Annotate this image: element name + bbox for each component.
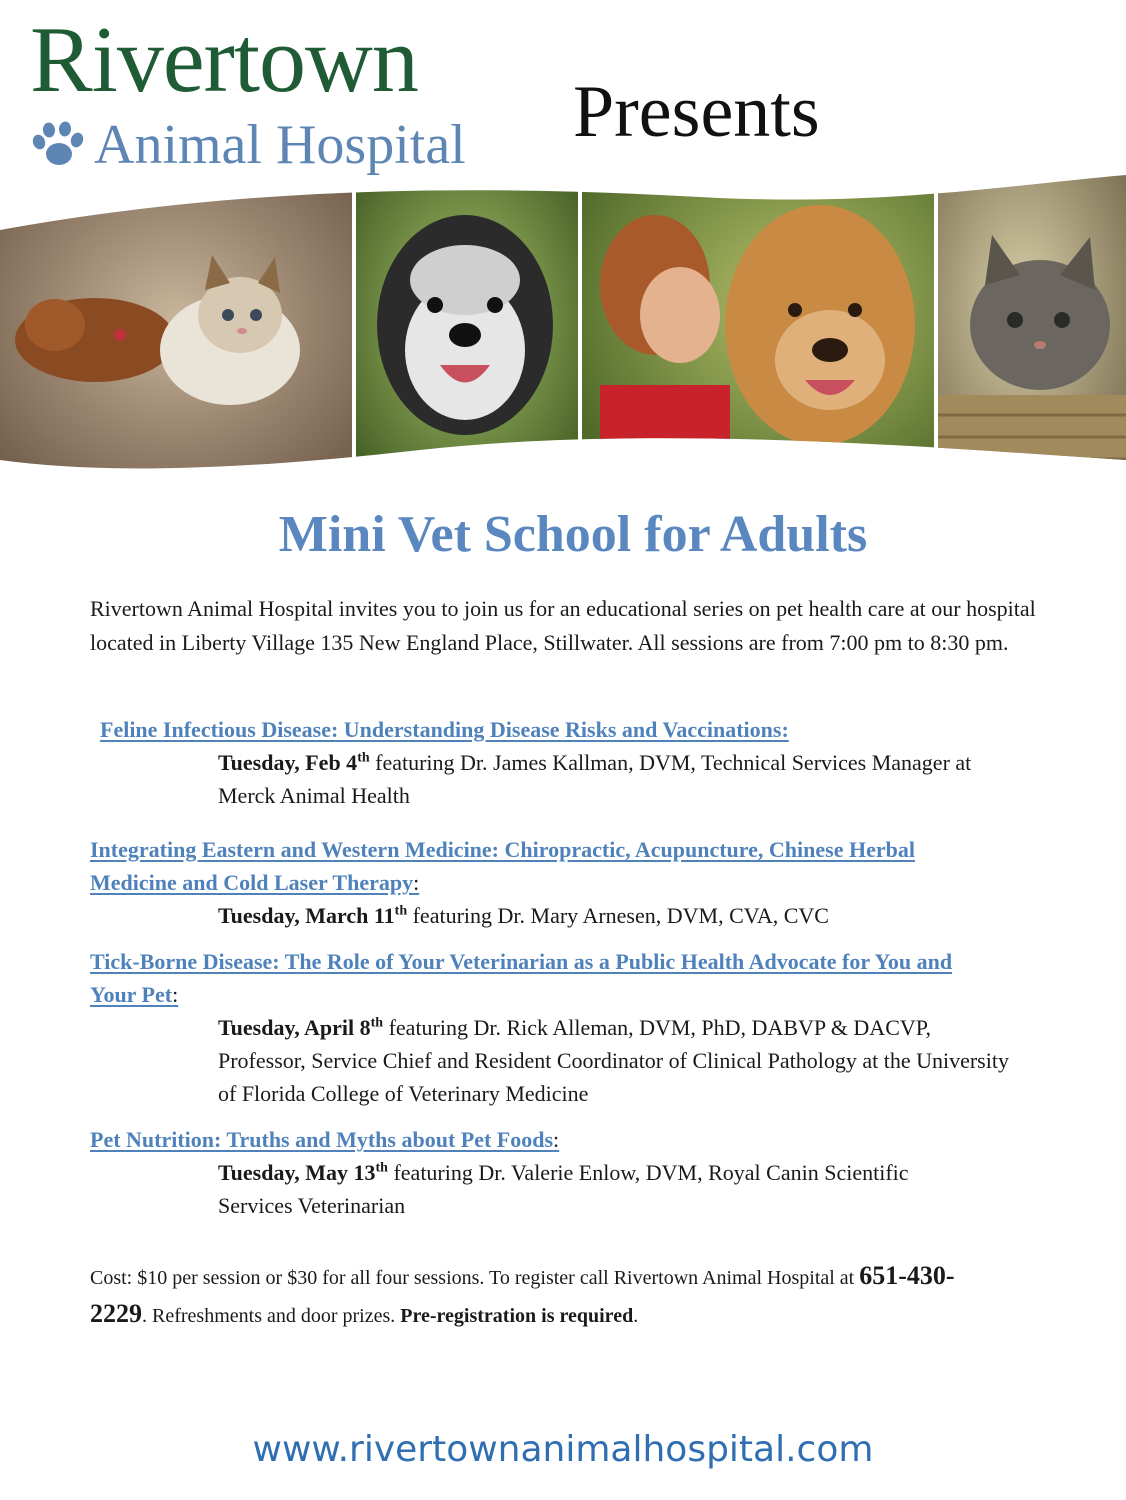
- boy-hugging-golden-retriever-photo: [582, 175, 934, 495]
- puppy-and-kitten-photo: [0, 175, 352, 495]
- session-3-speaker: featuring Dr. Rick Alleman, DVM, PhD, DABVP & DACVP, Professor, Service Chief and Resident Coordinator of Clinical Pathology at the University of Florida College of Veterinary Medicine: [218, 1015, 1009, 1106]
- session-1-date: Tuesday, Feb 4: [218, 750, 358, 775]
- session-1-date-suffix: th: [357, 750, 370, 766]
- session-2-speaker: featuring Dr. Mary Arnesen, DVM, CVA, CVC: [407, 903, 829, 928]
- session-4-date-suffix: th: [375, 1160, 388, 1176]
- terrier-dog-photo: [356, 175, 578, 495]
- session-1: [100, 713, 1120, 812]
- session-2-date: Tuesday, March 11: [218, 903, 395, 928]
- session-2: [90, 833, 1110, 932]
- website-link[interactable]: www.rivertownanimalhospital.com: [252, 1429, 874, 1470]
- session-4-date: Tuesday, May 13: [218, 1160, 376, 1185]
- intro-paragraph: Rivertown Animal Hospital invites you to join us for an educational series on pet health care at our hospital located in Liberty Village 135 New England Place, Stillwater. All sessions are from 7:00 pm to 8:30 pm.: [90, 596, 1036, 655]
- session-1-detail: [218, 746, 1018, 812]
- session-2-date-suffix: th: [394, 903, 408, 919]
- kitten-in-basket-photo: [938, 175, 1126, 495]
- session-4: [90, 1123, 1110, 1222]
- session-3-detail: [218, 1011, 1018, 1110]
- session-2-detail: [218, 899, 1078, 932]
- pre-registration-notice: Pre-registration is required: [400, 1305, 634, 1327]
- logo-subtitle-text: Animal Hospital: [94, 114, 466, 176]
- session-1-speaker: featuring Dr. James Kallman, DVM, Technical Services Manager at Merck Animal Health: [218, 750, 972, 808]
- session-3-date-suffix: th: [370, 1015, 384, 1031]
- registration-phone[interactable]: 651-430-2229: [90, 1261, 955, 1328]
- paw-icon: [30, 120, 86, 170]
- session-4-detail: [218, 1156, 918, 1222]
- session-3-title-link[interactable]: Tick-Borne Disease: The Role of Your Veterinarian as a Public Health Advocate for You and Your Pet:: [90, 949, 953, 1007]
- session-3: [90, 945, 1110, 1110]
- session-2-title-link[interactable]: Integrating Eastern and Western Medicine: Chiropractic, Acupuncture, Chinese Herbal Medicine and Cold Laser Therapy:: [90, 837, 915, 895]
- cost-registration-info: Cost: $10 per session or $30 for all four sessions. To register call Rivertown Animal Hospital at 651-430-2229. Refreshments and door prizes. Pre-registration is required.: [90, 1261, 955, 1328]
- session-4-title-link[interactable]: Pet Nutrition: Truths and Myths about Pet Foods:: [90, 1127, 560, 1152]
- event-title: Mini Vet School for Adults: [278, 506, 868, 563]
- logo-subtitle: [30, 112, 466, 178]
- session-3-date: Tuesday, April 8: [218, 1015, 371, 1040]
- session-4-speaker: featuring Dr. Valerie Enlow, DVM, Royal Canin Scientific Services Veterinarian: [218, 1160, 909, 1218]
- logo-title: Rivertown: [30, 8, 418, 112]
- presents-heading: Presents: [573, 71, 820, 153]
- session-1-title-link[interactable]: Feline Infectious Disease: Understanding Disease Risks and Vaccinations:: [100, 717, 789, 742]
- pet-photo-banner: [0, 175, 1126, 495]
